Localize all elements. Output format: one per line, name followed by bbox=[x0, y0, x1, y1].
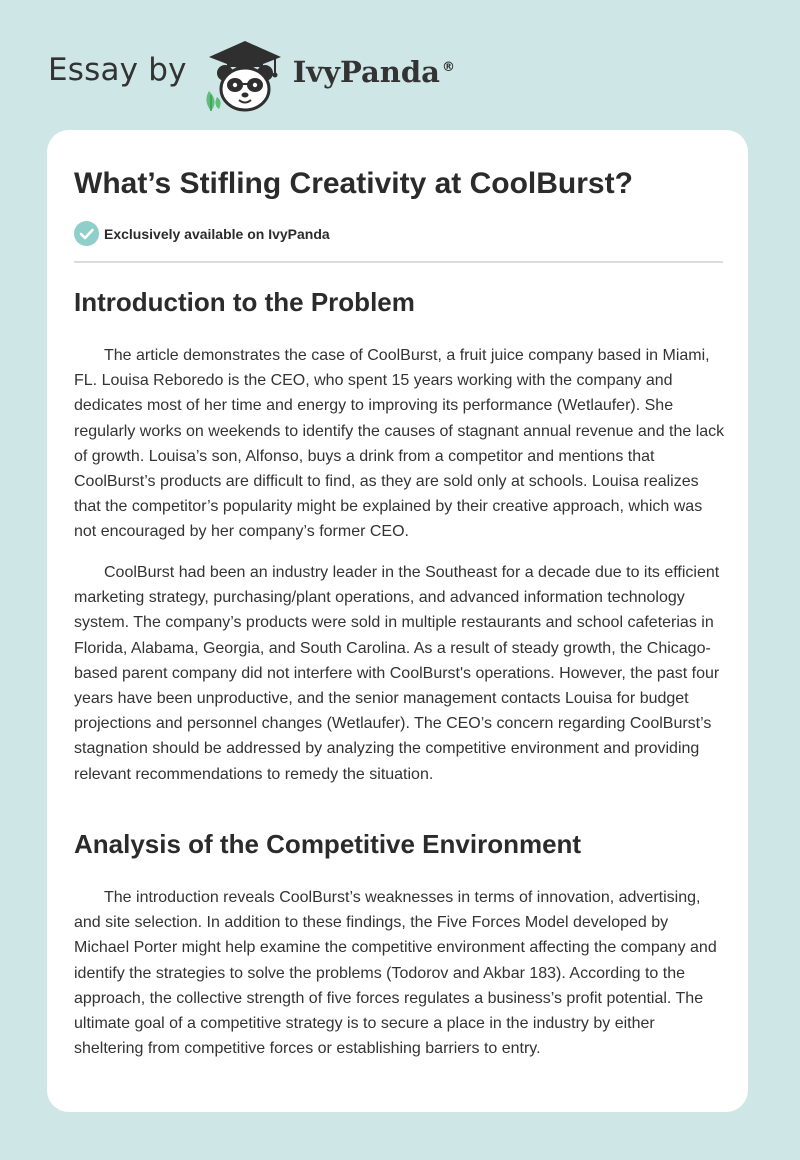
brand-logo[interactable] bbox=[48, 34, 455, 114]
registered-mark: ® bbox=[441, 60, 455, 76]
exclusive-badge bbox=[74, 221, 330, 246]
check-circle-icon bbox=[74, 221, 99, 246]
title-divider bbox=[74, 261, 723, 263]
brand-prefix: Essay by bbox=[48, 52, 187, 88]
paragraph: The introduction reveals CoolBurst’s weaknesses in terms of innovation, advertising, and site selection. In addition to these findings, the Five Forces Model developed by Michael Porter might help examine the competitive environment affecting the company and identify the strategies to solve the problems (Todorov and Akbar 183). According to the approach, the collective strength of five forces regulates a business’s profit potential. The ultimate goal of a competitive strategy is to secure a place in the industry by either sheltering from competitive forces or establishing barriers to entry. bbox=[74, 889, 717, 1058]
article-title: What’s Stifling Creativity at CoolBurst? bbox=[74, 167, 633, 200]
section-heading: Analysis of the Competitive Environment bbox=[74, 829, 582, 859]
exclusive-badge-text: Exclusively available on IvyPanda bbox=[104, 225, 330, 242]
section-heading: Introduction to the Problem bbox=[74, 287, 415, 317]
paragraph: The article demonstrates the case of CoolBurst, a fruit juice company based in Miami, FL. Louisa Reboredo is the CEO, who spent 15 years working with the company and dedicates most of her time and energy to improving its performance (Wetlaufer). She regularly works on weekends to identify the causes of stagnant annual revenue and the lack of growth. Louisa’s son, Alfonso, buys a drink from a competitor and mentions that CoolBurst’s products are difficult to find, as they are sold only at schools. Louisa realizes that the competitor’s popularity might be explained by their creative approach, which was not encouraged by her company’s former CEO. bbox=[74, 347, 725, 541]
brand-name bbox=[293, 55, 455, 89]
article-card bbox=[47, 130, 748, 1112]
panda-graduate-icon bbox=[201, 35, 285, 113]
paragraph: CoolBurst had been an industry leader in the Southeast for a decade due to its efficient marketing strategy, purchasing/plant operations, and advanced information technology system. The company’s products were sold in multiple restaurants and school cafeterias in Florida, Alabama, Georgia, and South Carolina. As a result of steady growth, the Chicago-based parent company did not interfere with CoolBurst's operations. However, the past four years have been unproductive, and the senior management contacts Louisa for budget projections and personnel changes (Wetlaufer). The CEO’s concern regarding CoolBurst’s stagnation should be addressed by analyzing the competitive environment and providing relevant recommendations to remedy the situation. bbox=[74, 564, 720, 783]
brand-name-text: IvyPanda bbox=[292, 55, 440, 89]
